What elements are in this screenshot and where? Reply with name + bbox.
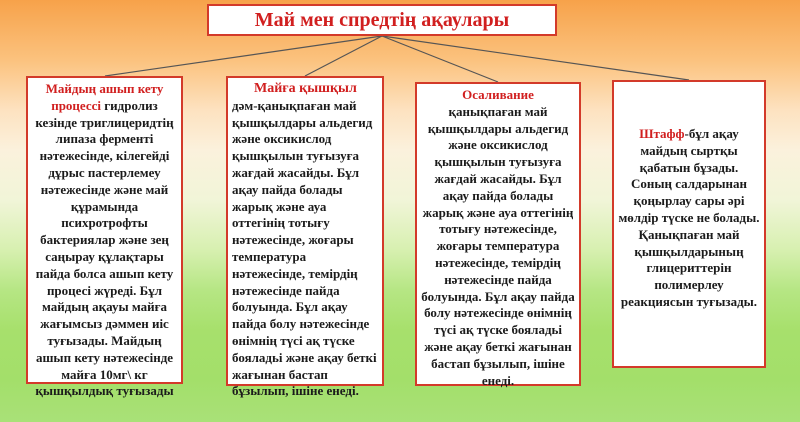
defect-box-sour-taste — [226, 76, 384, 399]
box-text: қанықпаған май қышқылдары альдегид және оксикислод қышқылын туғызуға жағдай жасайды. Бұл ақау пайда болады жарық және ауа оттегінің тотығу нәтежесінде, жоғары температура нәтежесінде, темірдің нәтежесінде пайда болуында. Бұл ақау пайда болу нәтежесінде өнімнің түсі ақ түске бояладьі және ақау беткі жағынан бастап бұзылып, ішіне енеді. — [421, 103, 575, 388]
box-text: гидролиз кезінде триглицеридтің липаза ферменті нәтежесінде, кілегейді дұрыс пастерлемеу нәтежесінде және май құрамында психротрофты бактериялар және зең саңырау құлақтары пайда болса ашып кету процесі жүреді. Бұл майдың ақауы майға жағымсыз дәммен иіс туғызады. Майдың ашып кету нәтежесінде майға 10мг\ кг қышқылдық туғызады — [35, 97, 174, 399]
title-box — [207, 4, 557, 36]
connector-line-3 — [382, 36, 498, 82]
box-text: дәм-қанықпаған май қышқылдары альдегид және оксикислод қышқылын туғызуға жағдай жасайды. Бұл ақау пайда болады жарық және ауа оттегінің тотығу нәтежесінде, жоғары температура нәтежесінде, темірдің нәтежесінде пайда болуында. Бұл ақау пайда болу нәтежесінде өнімнің түсі ақ түске бояладьі және ақау беткі жағынан бастап бұзылып, ішіне енеді. — [232, 97, 377, 399]
box-text: -бұл ақау майдың сыртқы қабатын бұзады. Соның салдарынан қоңырлау сары әрі мөлдір түске не болады. Қанықпаған май қышқылдарының глицериттерін полимерлеу реакциясын туғызады. — [618, 126, 760, 309]
box-heading: Майға қышқыл — [254, 81, 357, 96]
connector-line-4 — [382, 36, 689, 80]
box-heading: Майдың ашып кету процессі — [45, 81, 164, 113]
box-heading: Осаливание — [462, 87, 534, 102]
defect-box-tallowiness — [415, 82, 581, 386]
page-title: Май мен спредтің ақаулары — [254, 8, 510, 31]
defect-box-rancidity — [26, 76, 183, 399]
defect-box-staff — [612, 80, 766, 368]
box-heading: Штафф — [639, 126, 685, 141]
connector-line-1 — [105, 36, 382, 76]
